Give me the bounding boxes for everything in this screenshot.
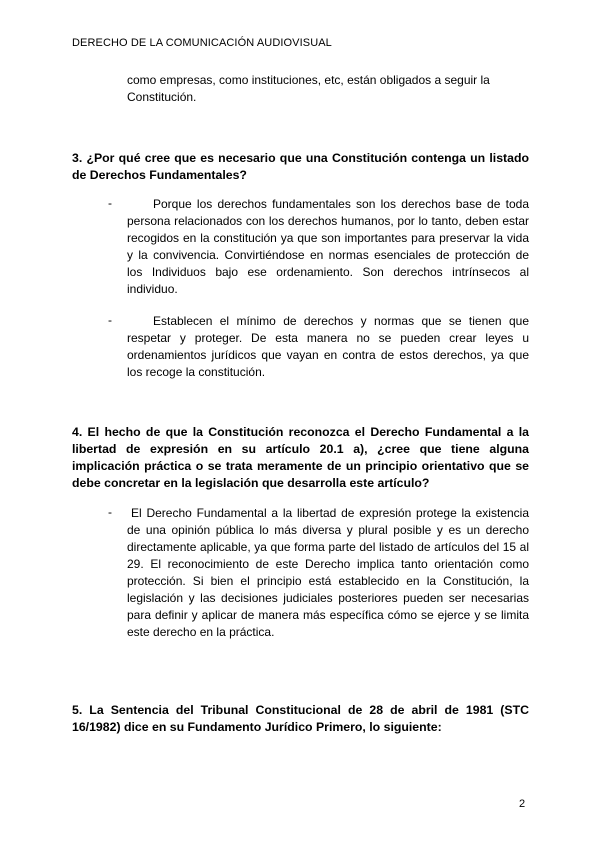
q4-answer-text: El Derecho Fundamental a la libertad de expresión protege la existencia de una opinión pública lo más diversa y plural posible y es un derecho directamente aplicable, ya que forma parte del listado de artículos del 15 al 29. El reconocimiento de este Derecho implica tanto orientación como protección. Si bien el principio está establecido en la Constitución, la legislación y las decisiones judiciales posteriores pueden ser necesarias para definir y aplicar de manera más específica cómo se ejerce y se limita este derecho en la práctica. xyxy=(127,506,529,639)
q3-answer-1 xyxy=(127,196,529,298)
bullet-dash: - xyxy=(108,196,112,210)
q3-answer-2 xyxy=(127,313,529,381)
q3-answer-1-text: Porque los derechos fundamentales son los derechos base de toda persona relacionados con los derechos humanos, por lo tanto, deben estar recogidos en la constitución ya que son importantes para preservar la vida y la convivencia. Convirtiéndose en normas esenciales de protección de los Individuos bajo ese ordenamiento. Son derechos intrínsecos al individuo. xyxy=(127,197,529,296)
bullet-dash: - xyxy=(108,505,112,519)
question-3: 3. ¿Por qué cree que es necesario que una Constitución contenga un listado de Derechos Fundamentales? xyxy=(72,151,529,182)
question-4: 4. El hecho de que la Constitución reconozca el Derecho Fundamental a la libertad de expresión en su artículo 20.1 a), ¿cree que tiene alguna implicación práctica o se trata meramente de un principio orientativo que se debe concretar en la legislación que desarrolla este artículo? xyxy=(72,425,529,490)
bullet-dash: - xyxy=(108,313,112,327)
q3-answer-2-text: Establecen el mínimo de derechos y normas que se tienen que respetar y proteger. De esta manera no se pueden crear leyes u ordenamientos jurídicos que vayan en contra de estos derechos, ya que los recoge la constitución. xyxy=(127,314,529,379)
intro-paragraph: como empresas, como instituciones, etc, están obligados a seguir la Constitución. xyxy=(127,73,490,104)
running-header: DERECHO DE LA COMUNICACIÓN AUDIOVISUAL xyxy=(72,37,332,49)
q4-answer xyxy=(127,505,529,641)
question-5: 5. La Sentencia del Tribunal Constitucional de 28 de abril de 1981 (STC 16/1982) dice en su Fundamento Jurídico Primero, lo siguiente: xyxy=(72,703,529,734)
page-number: 2 xyxy=(519,798,526,810)
